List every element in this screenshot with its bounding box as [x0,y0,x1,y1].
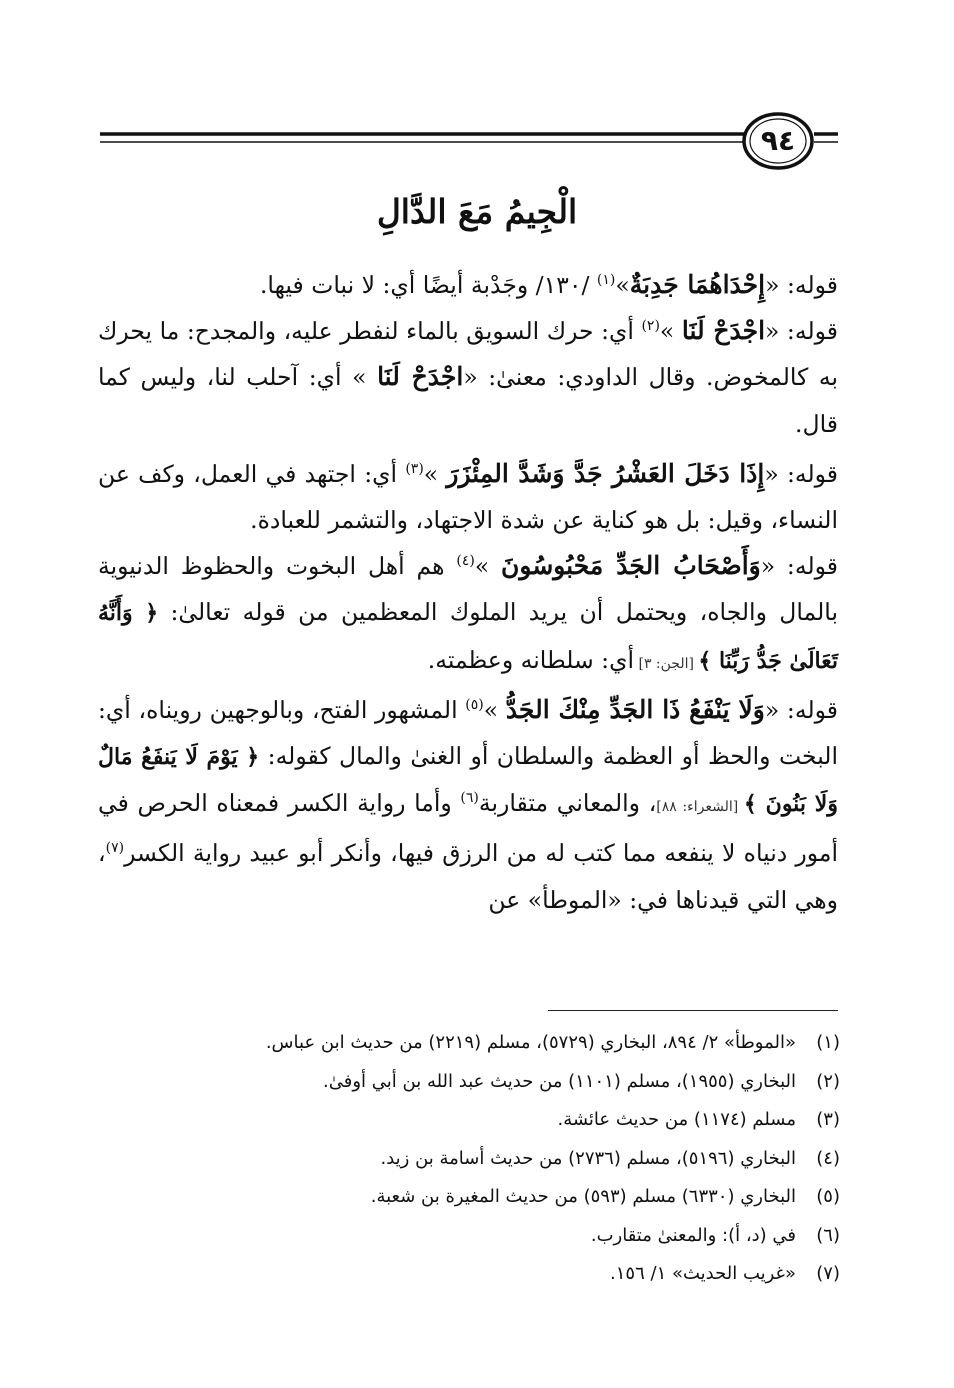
footnote-ref: (٦) [460,790,479,807]
footnote-item [140,1101,840,1140]
paragraph-4 [98,543,838,687]
footnote-ref: (٢) [641,318,660,335]
text-rest: أي: اجتهد في العمل، وكف عن النساء، وقيل: بل هو كناية عن شدة الاجتهاد، والتشمر للعبادة. [98,459,838,535]
text-rest: أي: سلطانه وعظمته. [427,645,635,674]
footnote-text: البخاري (٥١٩٦)، مسلم (٢٧٣٦) من حديث أسامة بن زيد. [380,1147,796,1169]
text-rest: /١٣٠/ وجَدْبة أيضًا أي: لا نبات فيها. [259,271,597,299]
footnote-item [140,1024,840,1063]
paragraph-1 [98,262,838,308]
footnote-ref: (٧) [105,840,125,857]
page-header [0,0,954,190]
text-close: » [423,459,447,488]
footnote-item [140,1140,840,1179]
text-rest: ، والمعاني متقاربة [478,789,657,818]
footnote-number: (٢) [816,1070,840,1092]
verse-reference: [الجن: ٣] [634,655,699,672]
footnote-item [140,1217,840,1256]
footnote-number: (٧) [816,1263,840,1284]
footnote-ref: (٤) [456,553,475,570]
chapter-title: الْجِيمُ مَعَ الدَّالِ [376,192,578,231]
text-close: » [474,552,502,581]
footnote-number: (٤) [816,1147,840,1169]
footnote-number: (١) [816,1032,840,1053]
paragraph-2 [98,308,838,447]
footnote-ref: (٣) [405,460,424,477]
hadith-quote: اجْدَحْ لَنَا [681,316,766,346]
text-close: » [483,695,506,724]
paragraph-3 [98,451,838,543]
footnote-number: (٥) [816,1186,840,1207]
page-number: ٩٤ [760,124,796,157]
footnote-number: (٦) [816,1224,840,1246]
text-intro: قوله: « [765,317,838,346]
text-close: » [615,271,630,299]
footnote-ref: (٥) [465,697,484,713]
text-close: » [659,317,682,346]
text-intro: قوله: « [765,271,838,299]
text-rest: المشهور الفتح، وبالوجهين رويناه، أي: البخت والحظ أو العظمة والسلطان أو الغنىٰ والمال كقوله: [98,695,838,771]
text-rest: أي: حرك السويق بالماء لنفطر عليه، والمجدح: ما يحرك به كالمخوض. وقال الداودي: معنىٰ: « [98,317,838,392]
text-rest: وأما رواية الكسر فمعناه الحرص في أمور دنياه لا ينفعه مما كتب له من الرزق فيها، وأنكر أبو عبيد رواية الكسر [98,789,838,868]
footnote-item [140,1063,840,1102]
footnote-text: البخاري (١٩٥٥)، مسلم (١١٠١) من حديث عبد الله بن أبي أوفىٰ. [323,1070,796,1092]
text-rest: » أي: آحلب لنا، وليس كما قال. [98,363,838,438]
footnote-text: مسلم (١١٧٤) من حديث عائشة. [557,1109,796,1130]
footnote-text: البخاري (٦٣٣٠) مسلم (٥٩٣) من حديث المغيرة بن شعبة. [370,1186,796,1207]
verse-reference: [الشعراء: ٨٨] [656,799,744,816]
text-intro: قوله: « [764,459,839,488]
footnote-item [140,1255,840,1294]
hadith-quote: إِذَا دَخَلَ العَشْرُ جَدَّ وَشَدَّ المِئْزَرَ [446,458,765,488]
hadith-quote: اجْدَحْ لَنَا [377,362,464,392]
text-rest: هم أهل البخوت والحظوظ الدنيوية بالمال والجاه، ويحتمل أن يريد الملوك المعظمين من قوله تعالىٰ: [98,552,838,627]
hadith-quote: إِحْدَاهُمَا جَدِبَةٌ [629,270,766,299]
quran-verse: ﴿ وَأَنَّهُ تَعَالَىٰ جَدُّ رَبِّنَا ﴾ [98,600,838,674]
hadith-quote: وَأَصْحَابُ الجَدِّ مَحْبُوسُونَ [501,551,761,581]
text-rest: ، وهي التي قيدناها في: «الموطأ» عن [98,839,838,914]
footnote-text: في (د، أ): والمعنىٰ متقارب. [590,1224,796,1246]
footnote-number: (٣) [816,1109,840,1130]
text-intro: قوله: « [760,552,838,581]
text-intro: قوله: « [764,695,838,724]
footnote-separator [548,1010,838,1011]
paragraph-5 [98,687,838,923]
quran-verse: ﴿ يَوْمَ لَا يَنفَعُ مَالٌ وَلَا بَنُونَ ﴾ [98,744,838,818]
hadith-quote: وَلَا يَنْفَعُ ذَا الجَدِّ مِنْكَ الجَدُّ [505,694,765,724]
footnotes [140,1024,840,1294]
footnote-text: «الموطأ» ٢/ ٨٩٤، البخاري (٥٧٢٩)، مسلم (٢٢١٩) من حديث ابن عباس. [265,1032,796,1053]
footnote-item [140,1178,840,1217]
main-text [98,262,838,923]
footnote-ref: (١) [596,272,616,289]
footnote-text: «غريب الحديث» ١/ ١٥٦. [610,1263,796,1284]
